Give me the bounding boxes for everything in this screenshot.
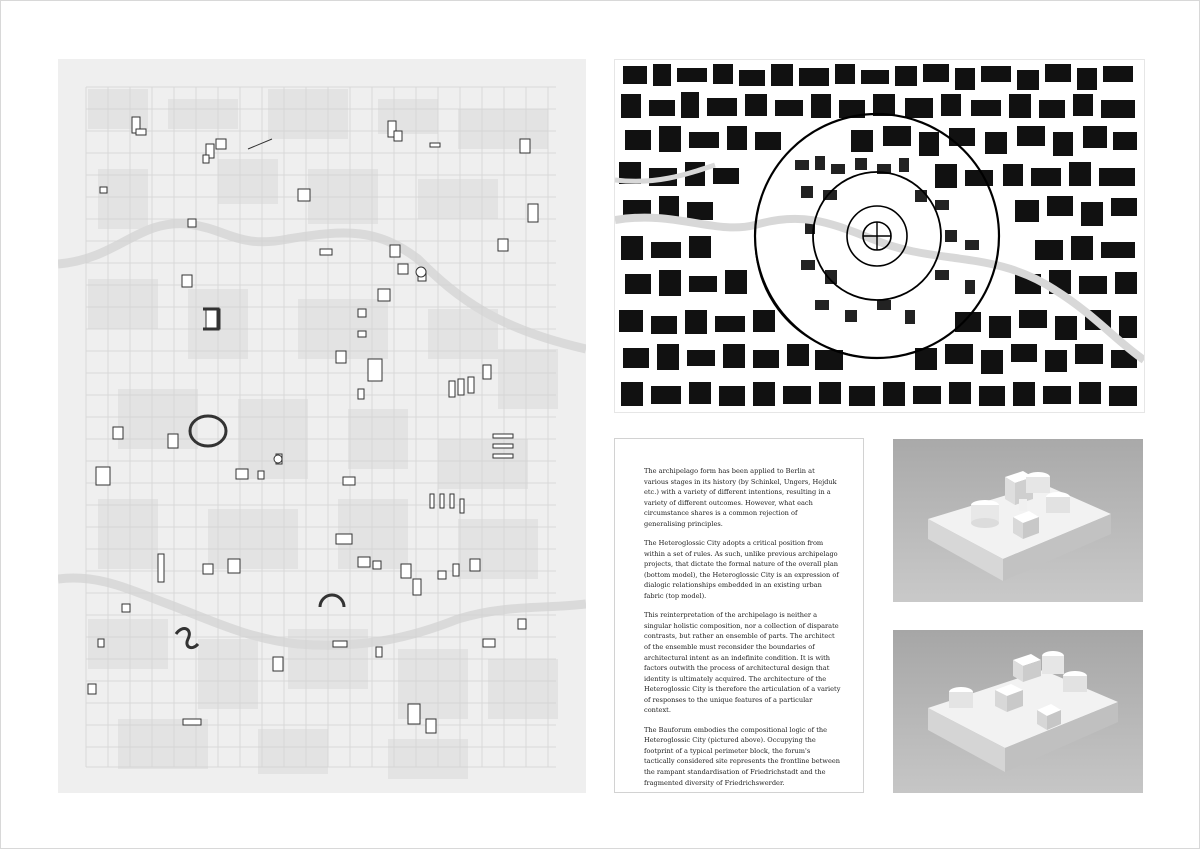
- berlin-figure-ground-map: [614, 59, 1145, 413]
- bottom-model-photo: [893, 630, 1143, 793]
- bottom-model-illustration: [893, 630, 1143, 793]
- description-paragraph-4: The Bauforum embodies the compositional logic of the Heteroglossic City (pictured above). Occupying the footprint of a typical perimeter block, the forum's tactically considered site represents the frontline between the rampant standardisation of Friedrichstadt and the fragmented diversity of Friedrichswerder.: [644, 725, 841, 787]
- top-model-illustration: [893, 439, 1143, 602]
- site-plan-drawing: [58, 59, 586, 793]
- description-paragraph-2: The Heteroglossic City adopts a critical position from within a set of rules. As such, unlike previous archipelago projects, that dictate the formal nature of the overall plan (bottom model), the Heteroglossic City is an expression of dialogic relationships embedded in an existing urban fabric (top model).: [644, 539, 839, 601]
- project-description-card: [614, 438, 864, 793]
- description-paragraph-1: The archipelago form has been applied to Berlin at various stages in its history (by Schinkel, Ungers, Hejduk etc.) with a variety of different intentions, resulting in a variety of different outcomes. However, what each circumstance shares is a common rejection of generalising principles.: [644, 467, 837, 528]
- archipelago-site-plan: [58, 59, 586, 793]
- description-paragraph-3: This reinterpretation of the archipelago is neither a singular holistic composition, nor a collection of disparate contrasts, but rather an ensemble of parts. The architect of the ensemble must reconsider the boundaries of architectural intent as an indefinite condition. It is with factors outwith the process of architectural design that identity is ultimately acquired. The architecture of the Heteroglossic City is therefore the articulation of a variety of responses to the unique features of a particular context.: [644, 611, 841, 715]
- figure-ground-drawing: [615, 60, 1144, 412]
- top-model-photo: [893, 439, 1143, 602]
